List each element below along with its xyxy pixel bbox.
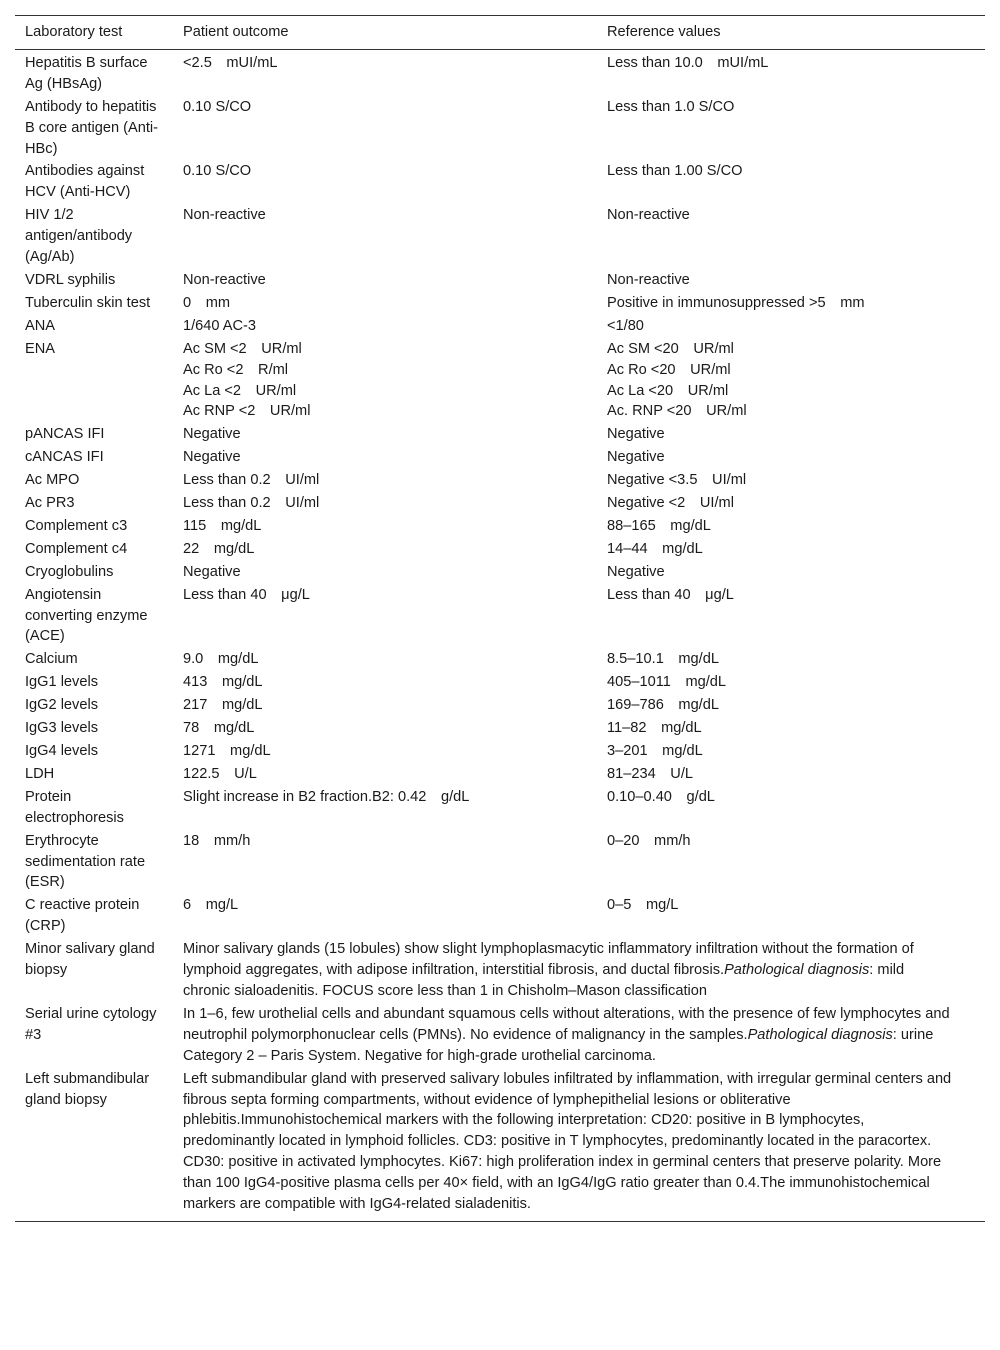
patient-outcome: 217 mg/dL	[183, 697, 263, 714]
reference-value: Less than 10.0 mUI/mL	[607, 54, 769, 71]
table-row	[15, 740, 985, 763]
test-name: Calcium	[25, 651, 78, 668]
table-row	[15, 538, 985, 561]
patient-outcome: Less than 0.2 UI/ml	[183, 472, 320, 489]
table-row	[15, 160, 985, 204]
test-name: C reactive protein (CRP)	[25, 897, 140, 935]
table-row	[15, 671, 985, 694]
test-name: cANCAS IFI	[25, 449, 104, 466]
description-italic: Pathological diagnosis	[747, 1026, 893, 1043]
table-row	[15, 717, 985, 740]
description-text: : urine Category 2 – Paris System. Negative for high-grade urothelial carcinoma.	[183, 1026, 934, 1064]
table-row	[15, 446, 985, 469]
table-row	[15, 96, 985, 161]
patient-outcome: 0 mm	[183, 294, 231, 311]
test-name: IgG3 levels	[25, 720, 99, 737]
test-name: ENA	[25, 340, 56, 357]
reference-value: 8.5–10.1 mg/dL	[607, 651, 719, 668]
test-name: Hepatitis B surface Ag (HBsAg)	[25, 54, 148, 92]
patient-outcome: 115 mg/dL	[183, 517, 262, 534]
test-name: Complement c3	[25, 517, 128, 534]
table-row	[15, 561, 985, 584]
reference-value: Positive in immunosuppressed >5 mm	[607, 294, 865, 311]
reference-value: 3–201 mg/dL	[607, 743, 703, 759]
table-row	[15, 648, 985, 671]
description-text: Minor salivary glands (15 lobules) show slight lymphoplasmacytic inflammatory infiltration without the formation of lymphoid aggregates, with adipose infiltration, interstitial fibrosis, and ductal fibrosis.	[183, 941, 914, 979]
reference-value: Negative	[607, 426, 665, 443]
patient-outcome: 413 mg/dL	[183, 674, 263, 691]
test-name: Minor salivary gland biopsy	[25, 941, 155, 979]
test-name: Ac MPO	[25, 472, 80, 489]
test-name: Serial urine cytology #3	[25, 1005, 157, 1043]
reference-line: Ac. RNP <20 UR/ml	[607, 403, 747, 420]
patient-outcome: 1/640 AC-3	[183, 317, 257, 334]
table-row	[15, 423, 985, 446]
patient-outcome: <2.5 mUI/mL	[183, 54, 278, 71]
table-row	[15, 694, 985, 717]
outcome-line: Ac La <2 UR/ml	[183, 382, 297, 399]
header-patient-outcome: Patient outcome	[173, 16, 597, 50]
description-italic: Pathological diagnosis	[724, 962, 870, 979]
reference-value: Negative	[607, 563, 665, 580]
reference-value: Non-reactive	[607, 271, 690, 288]
reference-value	[597, 338, 985, 424]
biopsy-description	[173, 938, 985, 1003]
reference-value: Negative <3.5 UI/ml	[607, 472, 747, 489]
test-name: ANA	[25, 317, 56, 334]
patient-outcome: Non-reactive	[183, 271, 266, 288]
test-name: Tuberculin skin test	[25, 294, 151, 311]
test-name: IgG1 levels	[25, 674, 99, 691]
reference-value: 11–82 mg/dL	[607, 720, 702, 737]
reference-value: Less than 1.00 S/CO	[607, 163, 743, 180]
patient-outcome: Less than 40 μg/L	[183, 586, 310, 603]
table-row	[15, 830, 985, 895]
lab-table-container	[15, 15, 985, 1222]
test-name: Angiotensin converting enzyme (ACE)	[25, 586, 148, 645]
table-row	[15, 269, 985, 292]
test-name: Protein electrophoresis	[25, 788, 124, 826]
patient-outcome: Slight increase in B2 fraction.B2: 0.42 g/dL	[183, 788, 470, 805]
table-row	[15, 492, 985, 515]
test-name: IgG4 levels	[25, 743, 99, 759]
outcome-line: Ac SM <2 UR/ml	[183, 340, 302, 357]
lab-results-table	[15, 15, 985, 1222]
table-row	[15, 938, 985, 1003]
table-row	[15, 469, 985, 492]
reference-value: Non-reactive	[607, 207, 690, 224]
patient-outcome: 22 mg/dL	[183, 540, 255, 557]
description-text: : mild chronic sialoadenitis. FOCUS score less than 1 in Chisholm–Mason classification	[183, 962, 905, 999]
description-text: In 1–6, few urothelial cells and abundant squamous cells without alterations, with the presence of few lymphocytes and neutrophil polymorphonuclear cells (PMNs). No evidence of malignancy in the samples.	[183, 1005, 950, 1043]
reference-value: Negative	[607, 449, 665, 466]
patient-outcome	[173, 338, 597, 424]
table-body	[15, 49, 985, 1221]
patient-outcome: 122.5 U/L	[183, 765, 257, 782]
table-header	[15, 16, 985, 50]
reference-value: 14–44 mg/dL	[607, 540, 703, 557]
reference-line: Ac Ro <20 UR/ml	[607, 361, 731, 378]
reference-value: 81–234 U/L	[607, 765, 694, 782]
patient-outcome: 1271 mg/dL	[183, 743, 271, 759]
patient-outcome: Negative	[183, 426, 241, 443]
test-name: HIV 1/2 antigen/antibody (Ag/Ab)	[25, 207, 133, 266]
reference-value: Negative <2 UI/ml	[607, 495, 734, 512]
patient-outcome: 6 mg/L	[183, 897, 239, 914]
test-name: Ac PR3	[25, 495, 75, 512]
reference-value: 0.10–0.40 g/dL	[607, 788, 715, 805]
table-row	[15, 584, 985, 649]
table-row	[15, 315, 985, 338]
table-row	[15, 515, 985, 538]
patient-outcome: 9.0 mg/dL	[183, 651, 259, 668]
reference-value: 0–20 mm/h	[607, 832, 691, 849]
table-row	[15, 763, 985, 786]
patient-outcome: Less than 0.2 UI/ml	[183, 495, 320, 512]
test-name: Complement c4	[25, 540, 128, 557]
reference-line: Ac SM <20 UR/ml	[607, 340, 734, 357]
biopsy-description: Left submandibular gland with preserved salivary lobules infiltrated by inflammation, with irregular germinal centers and fibrous septa forming compartments, without evidence of lymphepithelial lesions or obliterative phlebitis.Immunohistochemical markers with the following interpretation: CD20: positive in B lymphocytes, predominantly located in lymphoid follicles. CD3: positive in T lymphocytes, predominantly located in the paracortex. CD30: positive in activated lymphocytes. Ki67: high proliferation index in germinal centers that preserve polarity. More than 100 IgG4-positive plasma cells per 40× field, with an IgG4/IgG ratio greater than 0.4.The immunohistochemical markers are compatible with IgG4-related sialadenitis.	[173, 1068, 985, 1222]
table-row	[15, 1068, 985, 1222]
patient-outcome: 18 mm/h	[183, 832, 251, 849]
test-name: VDRL syphilis	[25, 271, 116, 288]
patient-outcome: Non-reactive	[183, 207, 266, 224]
table-row	[15, 49, 985, 95]
cytology-description	[173, 1003, 985, 1068]
table-row	[15, 292, 985, 315]
outcome-line: Ac RNP <2 UR/ml	[183, 403, 311, 420]
reference-line: Ac La <20 UR/ml	[607, 382, 729, 399]
reference-value: 88–165 mg/dL	[607, 517, 711, 534]
table-row	[15, 1003, 985, 1068]
table-row	[15, 786, 985, 830]
patient-outcome: Negative	[183, 449, 241, 466]
header-reference-values: Reference values	[597, 16, 985, 50]
patient-outcome: 0.10 S/CO	[183, 163, 252, 180]
patient-outcome: 78 mg/dL	[183, 720, 255, 737]
patient-outcome: Negative	[183, 563, 241, 580]
reference-value: 0–5 mg/L	[607, 897, 679, 914]
test-name: pANCAS IFI	[25, 426, 105, 443]
test-name: Cryoglobulins	[25, 563, 114, 580]
test-name: Antibody to hepatitis B core antigen (Anti-HBc)	[25, 98, 159, 157]
test-name: IgG2 levels	[25, 697, 99, 714]
reference-value: Less than 40 μg/L	[607, 586, 734, 603]
table-row	[15, 204, 985, 269]
patient-outcome: 0.10 S/CO	[183, 98, 252, 115]
test-name: Left submandibular gland biopsy	[15, 1068, 173, 1222]
table-row	[15, 894, 985, 938]
table-row	[15, 338, 985, 424]
reference-value: <1/80	[607, 317, 644, 334]
reference-value: 405–1011 mg/dL	[607, 674, 727, 691]
test-name: Antibodies against HCV (Anti-HCV)	[25, 163, 145, 201]
header-laboratory-test: Laboratory test	[15, 16, 173, 50]
outcome-line: Ac Ro <2 R/ml	[183, 361, 289, 378]
reference-value: 169–786 mg/dL	[607, 697, 719, 714]
test-name: Erythrocyte sedimentation rate (ESR)	[25, 832, 146, 891]
test-name: LDH	[25, 765, 55, 782]
reference-value: Less than 1.0 S/CO	[607, 98, 735, 115]
header-row	[15, 16, 985, 50]
